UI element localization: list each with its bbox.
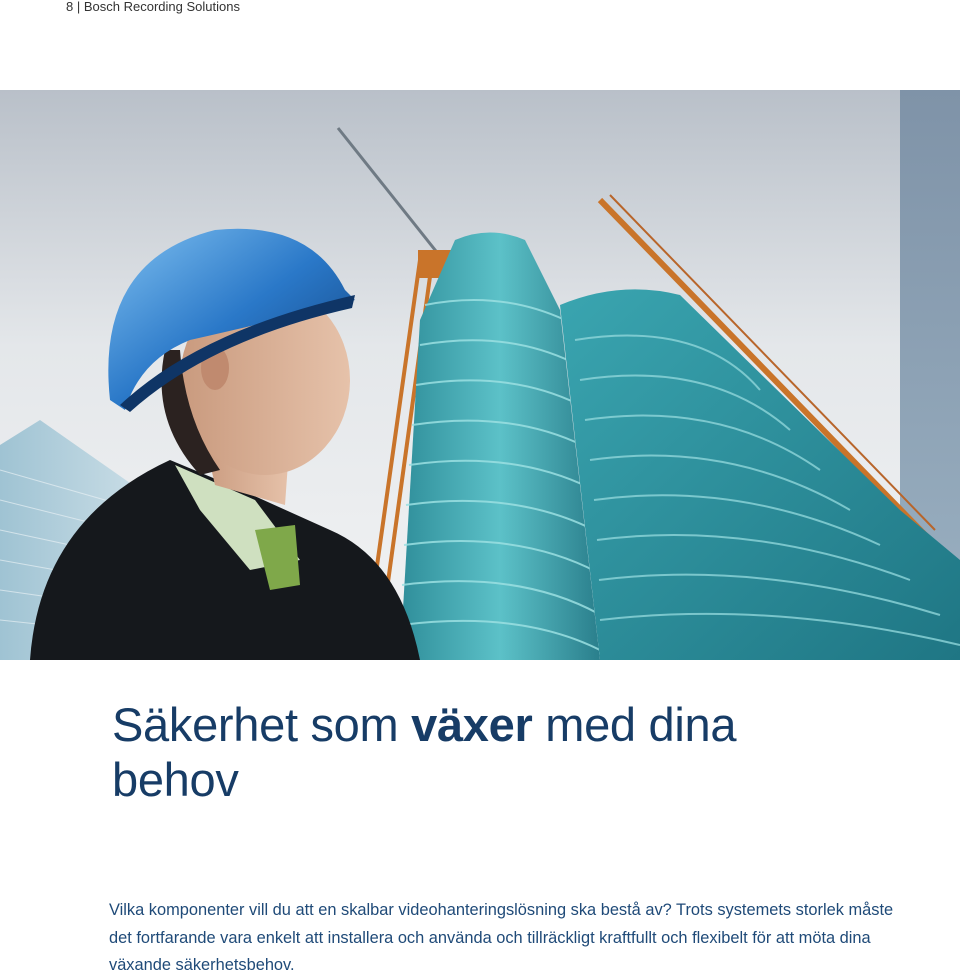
headline-accent: växer (411, 698, 533, 751)
headline-part-2: med dina behov (112, 698, 737, 806)
page-headline (112, 697, 872, 807)
publication-title: Bosch Recording Solutions (83, 0, 240, 14)
headline-part-1: Säkerhet som (112, 698, 412, 751)
running-header (66, 0, 240, 14)
construction-worker-photo-icon (0, 90, 960, 660)
header-separator: | (76, 0, 81, 14)
hero-photo (0, 90, 960, 660)
page-number: 8 (66, 0, 74, 14)
intro-paragraph: Vilka komponenter vill du att en skalbar videohanteringslösning ska bestå av? Trots systemets storlek måste det fortfarande vara enkelt att installera och använda och tillräckligt kraftfullt och flexibelt för att möta dina växande säkerhetsbehov. (109, 901, 894, 972)
